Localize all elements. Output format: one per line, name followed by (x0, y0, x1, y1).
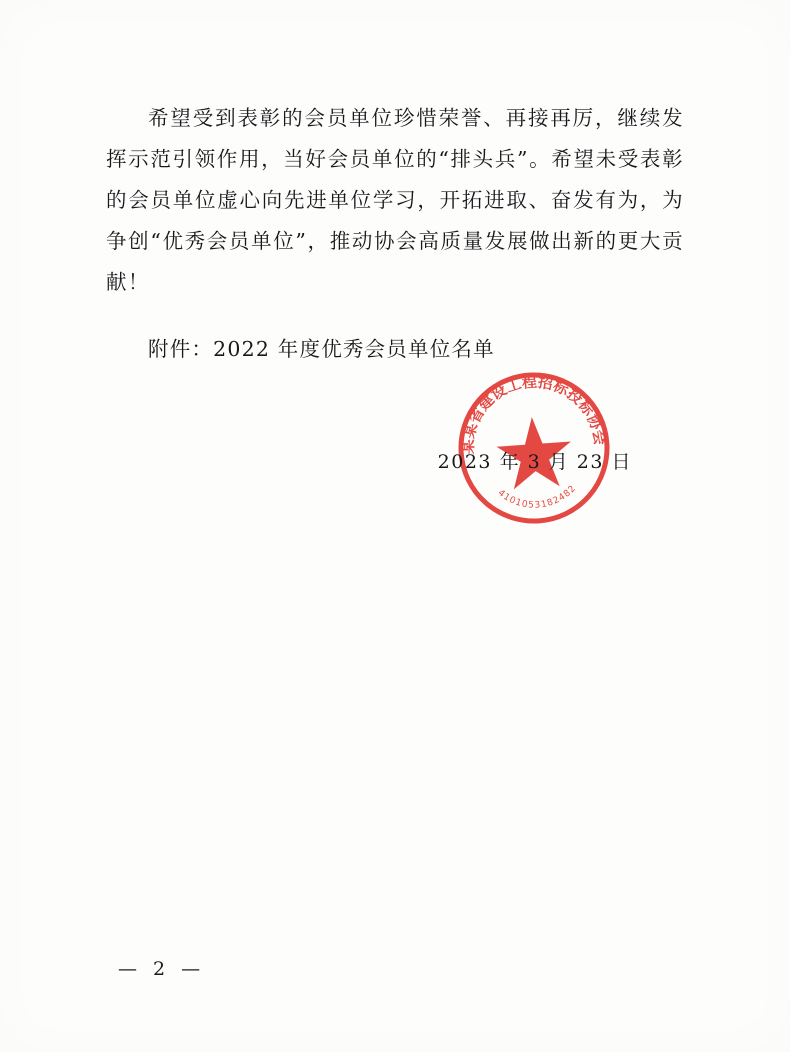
svg-text:某某省建设工程招标投标协会: 某某省建设工程招标投标协会 (458, 372, 610, 455)
page-number: — 2 — (118, 958, 206, 980)
svg-text:4101053182482: 4101053182482 (495, 483, 579, 511)
signature-block (106, 372, 684, 605)
body-paragraph: 希望受到表彰的会员单位珍惜荣誉、再接再厉，继续发挥示范引领作用，当好会员单位的“排头兵”。希望未受表彰的会员单位虚心向先进单位学习，开拓进取、奋发有为，为争创“优秀会员单位”，推动协会高质量发展做出新的更大贡献！ (106, 106, 684, 294)
page-footer (0, 958, 790, 980)
document-date: 2023 年 3 月 23 日 (437, 451, 632, 473)
document-body (106, 98, 684, 370)
attachment-line: 附件：2022 年度优秀会员单位名单 (148, 337, 495, 361)
